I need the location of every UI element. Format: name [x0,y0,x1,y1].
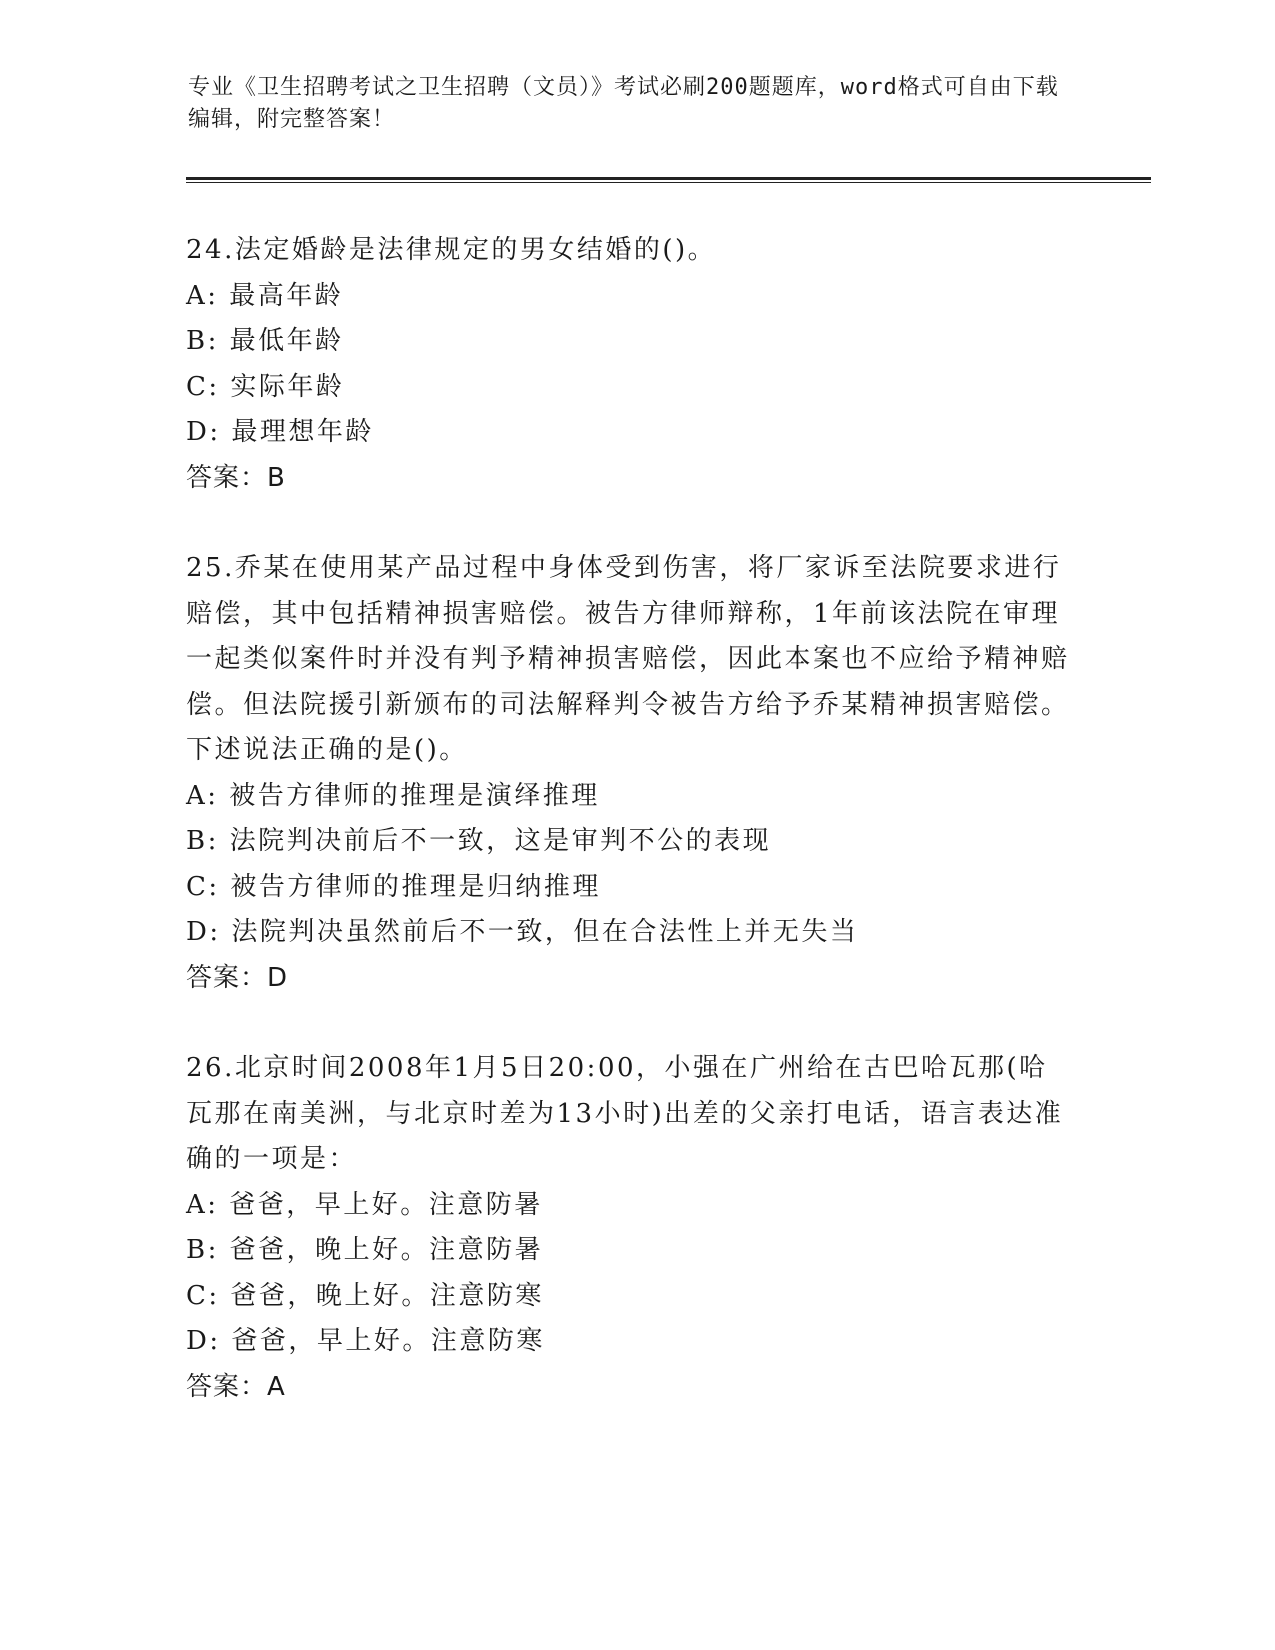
question-stem: 24.法定婚龄是法律规定的男女结婚的()。 [186,235,717,265]
question-stem: 26.北京时间2008年1月5日20:00，小强在广州给在古巴哈瓦那(哈瓦那在南美洲，与北京时差为13小时)出差的父亲打电话，语言表达准确的一项是： [186,1053,1064,1174]
question-24 [186,228,1086,501]
question-25 [186,546,1086,1001]
document-header-text: 专业《卫生招聘考试之卫生招聘（文员）》考试必刷200题题库，word格式可自由下载编辑，附完整答案！ [188,75,1059,132]
option-c: C: 爸爸，晚上好。注意防寒 [186,1280,544,1311]
answer-label: 答案：B [186,462,286,493]
option-c: C: 实际年龄 [186,371,345,402]
option-a: A: 爸爸，早上好。注意防暑 [186,1189,543,1220]
option-b: B: 法院判决前后不一致，这是审判不公的表现 [186,826,772,856]
option-a: A: 被告方律师的推理是演绎推理 [186,780,600,811]
answer-label: 答案：A [186,1371,286,1402]
option-d: D: 最理想年龄 [186,417,374,447]
question-stem: 25.乔某在使用某产品过程中身体受到伤害，将厂家诉至法院要求进行赔偿，其中包括精神损害赔偿。被告方律师辩称，1年前该法院在审理一起类似案件时并没有判予精神损害赔偿，因此本案也不应给予精神赔偿。但法院援引新颁布的司法解释判令被告方给予乔某精神损害赔偿。下述说法正确的是()。 [186,553,1070,765]
option-d: D: 法院判决虽然前后不一致，但在合法性上并无失当 [186,917,859,947]
option-b: B: 最低年龄 [186,326,344,356]
header-divider-thin [186,182,1151,183]
question-26 [186,1046,1086,1410]
answer-label: 答案：D [186,962,289,993]
option-d: D: 爸爸，早上好。注意防寒 [186,1326,545,1356]
header-divider-thick [186,177,1151,180]
option-b: B: 爸爸，晚上好。注意防暑 [186,1235,544,1265]
option-a: A: 最高年龄 [186,280,344,311]
option-c: C: 被告方律师的推理是归纳推理 [186,871,601,902]
question-list [186,228,1086,1455]
